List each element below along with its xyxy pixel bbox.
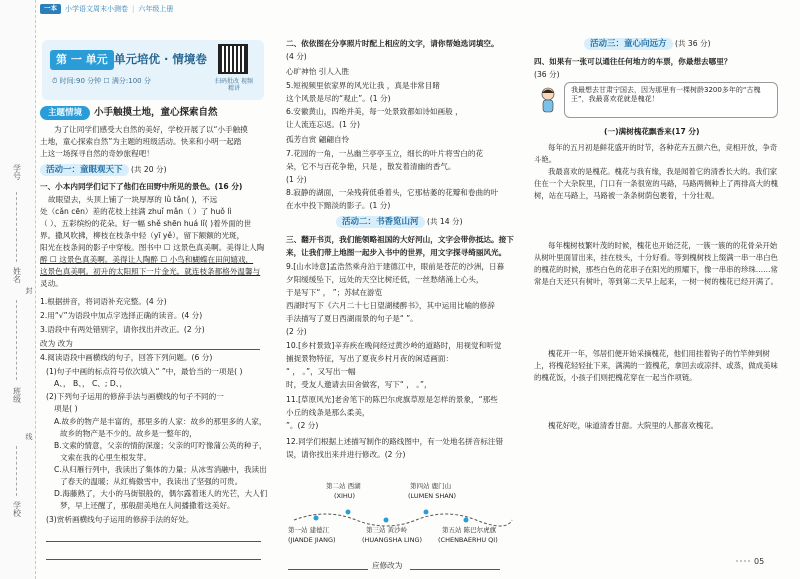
fill-item-cont: 这个风景是尽的“观止”。(1 分): [286, 94, 391, 103]
question-heading: 一、小本内同学们记下了他们在田野中所见的景色。(16 分): [40, 182, 243, 191]
girl-avatar-icon: [538, 86, 558, 114]
passage-line: 界。撒风吹拂，柳枝在枝条中轻（yī yě），留下额额的光斑，: [40, 231, 245, 240]
activity-three-score: (共 36 分): [674, 39, 711, 48]
column-right: [534, 0, 784, 579]
answer-line[interactable]: [288, 560, 368, 570]
binding-line-mark: 线: [25, 433, 33, 441]
route-stop-label: 第一站 建德江: [288, 526, 330, 534]
story-paragraph: 每年的五月初是鲜花盛开的时节，各种花卉五颜六色，竞相开放，争奇斗艳。: [534, 143, 778, 164]
passage-line: 阳光在枝条间的影子中穿梭。图书中 ☐ 这景色真美啊。美得让人陶: [40, 243, 265, 252]
activity-one: [40, 164, 167, 176]
question-heading-cont: 来，让我们带上地图一起步入书中的世界，用文字探寻绮丽风光。: [286, 248, 507, 257]
route-stop-pinyin: (CHENBAERHU QI): [438, 536, 498, 544]
binding-margin: [0, 0, 36, 579]
sub-question: (1)句子中画的标点符号依次填入“ ”中，最恰当的一项是( ): [46, 367, 243, 376]
choice-d-cont: 梦，早上还醒了，那般甜美地在人间播撒着这美好。: [60, 501, 235, 510]
choice-d[interactable]: D.海藤熟了，大小的马街银般的，偶尔露着迷人的光芒，大人们: [54, 489, 268, 498]
poem-question-cont: 夕阳缓缓坠下，远处的天空比树还低，一丝愁绪涌上心头，: [286, 275, 484, 284]
choice-a-cont: 故乡的物产是不少的。故乡是一整年的，: [60, 429, 197, 438]
fill-item[interactable]: 7.花园的一角，一丛幽兰亭亭玉立，细长的叶片将雪白的花: [286, 149, 484, 158]
binding-label-school: 学校: [13, 501, 21, 519]
column-middle: [286, 0, 518, 579]
activity-two-label: 活动二：书香览山河: [336, 216, 425, 228]
story-paragraph: 每年槐树枝繁叶茂的时候，槐花也开始泛花，一簇一簇的的花骨朵开始从树叶里面冒出来，挂在枝头，十分好看。等到槐树枝上缀满一串一串白色的槐花的时候，那些白色的花串子在阳光的照耀下，像一串串的珍珠……常常是白天还只有树叶，等到第二天早上起来，一树一树的槐花已经开满了。: [534, 241, 778, 286]
route-stop-label: 第二站 西湖: [326, 482, 361, 490]
poem-blank[interactable]: 小丘的线条是那么柔美，: [286, 408, 370, 417]
question-score: (36 分): [534, 70, 560, 79]
choice-c-cont: 了春天的温暖；从红梅傲雪中，我读出了坚强的可贵。: [60, 477, 243, 486]
map-question: 12.同学们根据上述描写制作的路线图中，有一处地名拼音标注错: [286, 437, 504, 446]
word-bank: 心旷神怡 引人入胜: [286, 67, 350, 76]
fill-item[interactable]: 8.寂静的湖面，一朵残荷低垂着头，它那枯萎的花瓣和卷曲的叶: [286, 188, 499, 197]
series-badge: 一本: [40, 4, 61, 13]
question-heading: 二、依依图在分享照片时配上相应的文字，请你帮她选词填空。: [286, 39, 499, 48]
poem-question-cont: 捕捉景物特征，写出了夏夜乡村月夜的闲适画面：: [286, 354, 454, 363]
grade-label: 六年级上册: [138, 4, 174, 13]
binding-label-class: 班级: [13, 387, 21, 405]
question-item: 1.根据拼音，将词语补充完整。(4 分): [40, 297, 167, 306]
poem-blank[interactable]: ”。(2 分): [286, 421, 319, 430]
route-stop-pinyin: (JIANDE JIANG): [288, 536, 336, 544]
sub-question: (3)赏析画横线句子运用的修辞手法的好处。: [46, 515, 194, 524]
sub-question: (2)下列句子运用的修辞手法与画横线的句子不同的一: [46, 392, 224, 401]
route-stop-marker: [424, 510, 429, 515]
binding-cut-mark: 封: [25, 287, 33, 295]
route-path: [294, 514, 512, 526]
column-left: [40, 0, 270, 579]
choice-b[interactable]: B.文索的情意，父亲的情韵深邃；父亲的叮咛像蒲公英的种子，: [54, 441, 267, 450]
unit-title: 单元培优 · 情境卷: [114, 52, 207, 66]
question-score: (2 分): [286, 327, 307, 336]
story-paragraph: 我最喜欢的是槐花。槐花与我有缘，我是闻着它的清香长大的。我们家住在一个大杂院里，门口有一条很宽的马路，马路两侧种上了两排高大的槐树，站在马路上，马路被一条条树荫包裹着，十分壮观。: [534, 167, 778, 200]
passage-line: 醉 ☐ 这景色真美啊。美得让人陶醉 ☐ 小鸟和蝴蝶在田间嬉戏，: [40, 255, 254, 264]
page-number: 05: [754, 557, 765, 566]
fix-label: 应修改为: [372, 561, 403, 570]
question-item: 4.阅读语段中画横线的句子，回答下列问题。(6 分): [40, 353, 213, 362]
fill-item[interactable]: 5.短视频里依家界的风光让我 ，真是非常目睹: [286, 81, 440, 90]
question-item: 2.用“√”为语段中加点字选择正确的读音。(4 分): [40, 311, 203, 320]
fill-item-cont: 让人流连忘返。(1 分): [286, 120, 360, 129]
theme-title: 小手触摸土地，童心探索自然: [94, 107, 218, 119]
fill-item-cont: 朵，它不与百花争艳，只是 ，散发着清幽的香气。: [286, 162, 456, 171]
question-score: (4 分): [286, 52, 307, 61]
unit-number: 第 一 单元: [50, 50, 114, 70]
activity-three: [584, 38, 711, 50]
series-bar: 一本 小学语文周末小测卷 | 六年级上册: [40, 3, 173, 15]
series-name: 小学语文周末小测卷: [65, 4, 128, 13]
answer-line[interactable]: [410, 560, 500, 570]
poem-question: 9.[山水诗意]孟浩然乘舟泊于建德江中，眼前是苍茫的沙洲，日暮: [286, 262, 505, 271]
answer-line[interactable]: [46, 550, 261, 560]
map-question-cont: 误，请你找出来并进行修改。(2 分): [286, 450, 406, 459]
speech-illustration: [534, 82, 782, 120]
poem-blank[interactable]: “ ， 。”，又写出一幅: [286, 367, 356, 376]
poem-blank[interactable]: 于是写下“ ， ”；苏轼在游览: [286, 288, 383, 297]
fill-item-cont: 在水中投下黯淡的影子。(1 分): [286, 201, 391, 210]
route-stop-label: 第五站 陈巴尔虎旗: [442, 526, 497, 534]
activity-two-score: (共 14 分): [426, 217, 463, 226]
activity-three-label: 活动三：童心向远方: [584, 38, 673, 50]
fill-item-cont: (1 分): [286, 175, 307, 184]
fill-item[interactable]: 6.安徽黄山，四绝并美，每一处景致都如诗如画般 ，: [286, 107, 463, 116]
passage-line: （ ）、五彩缤纷的花朵。好一幅 shě shēn huá lǐ( )着外面的世: [40, 219, 252, 228]
route-stop-pinyin: (HUANGSHA LING): [362, 536, 423, 544]
route-stop-marker: [314, 516, 319, 521]
theme-pill: 主题情境: [40, 106, 90, 120]
word-bank: 孤芳自赏 翩翩自怜: [286, 135, 350, 144]
route-stop-marker: [464, 518, 469, 523]
answer-line[interactable]: [46, 532, 261, 542]
passage-line: 这景色真美啊。初升的太阳照下一片金光。就连枝条都格外温馨与: [40, 267, 261, 276]
choice-row[interactable]: A、， B、， C、; D、，: [54, 379, 128, 388]
intro-line: 土地，童心探索自然”为主题的班级活动。快来和小明一起踏: [40, 137, 242, 146]
route-stop-marker: [346, 510, 351, 515]
question-heading: 三、翻开书页，我们能领略祖国的大好河山，文字会带你抵达。接下: [286, 235, 514, 244]
activity-one-score: (共 20 分): [130, 165, 167, 174]
exam-meta: ⏱ 时间:90 分钟 ☐ 满分:100 分: [52, 77, 151, 85]
poem-question-cont: 西湖时写下《六月二十七日望湖楼醉书》，其中运用比喻的修辞: [286, 301, 495, 310]
section-title: (一)满树槐花飘香来(17 分): [604, 127, 700, 136]
passage-line: 灵动。: [40, 279, 63, 288]
route-stop-label: 第四站 鹿门山: [410, 482, 452, 490]
route-stop-pinyin: (XIHU): [334, 492, 356, 500]
poem-question: 11.[草原风光]老舍笔下的陈巴尔虎旗草原是怎样的景象，“那些: [286, 395, 498, 404]
route-stop-pinyin: (LUMEN SHAN): [408, 492, 457, 500]
choice-a[interactable]: A.故乡的物产是丰富的，那里多的人家：故乡的那里多的人家，: [54, 417, 267, 426]
intro-line: 上这一场探寻自然的奇妙旅程吧！: [40, 149, 154, 158]
question-item: 3.语段中有两处错别字，请你找出并改正。(2 分): [40, 325, 205, 334]
route-stop-marker: [384, 518, 389, 523]
sub-question: 项是( ): [54, 404, 78, 413]
story-paragraph: 槐花好吃，味道清香甘甜。大院里的人都喜欢槐花。: [548, 421, 718, 430]
intro-line: 为了让同学们感受大自然的美好，学校开展了以“小手触摸: [54, 125, 248, 134]
choice-b-cont: 文索在我的心里生根发芽。: [60, 453, 152, 462]
route-map: [286, 480, 518, 555]
binding-label-name: 姓名: [13, 267, 21, 285]
activity-two: [336, 216, 463, 228]
passage-line: 处（cǎn cēn）差的花枝上挂满 zhuǐ mǎn（ ）了 huǒ lì: [40, 207, 232, 216]
route-stop-label: 第三站 黄沙岭: [366, 526, 408, 534]
qr-label: 扫码批改 视频精讲: [215, 78, 253, 93]
poem-blank[interactable]: 手法描写了夏日西湖雨景的句子是“ ”。: [286, 314, 418, 323]
binding-label-student-no: 学号: [13, 164, 21, 182]
poem-question: 10.[乡村景致]辛弃疾在晚间经过黄沙岭的道路时，用视觉和听觉: [286, 341, 502, 350]
choice-c[interactable]: C.从归雁行列中，我读出了集体的力量；从冰雪消融中，我读出: [54, 465, 267, 474]
passage-line: 故眼望去，头顶上铺了一块厚厚的 lǜ tǎn( )，不远: [48, 195, 218, 204]
speech-bubble: 我最想去甘肃宁国去，因为那里有一棵树龄3200多年的“古槐王”，我最喜欢花就是槐花！: [564, 82, 778, 118]
activity-one-label: 活动一：童眼观天下: [40, 164, 129, 176]
answer-line[interactable]: 改为 改为: [40, 338, 260, 350]
question-heading: 四、如果有一张可以通往任何地方的车票，你最想去哪里？: [534, 57, 732, 66]
story-paragraph: 槐花开一年，邻居们便开始采摘槐花，他们用挂着钩子的竹竿伸到树上，将槐花轻轻扯下来，满满的一篮槐花，拿回去或凉拌、或蒸，做成美味的槐花饭，小孩子们则把槐花穿在一起当作项链。: [534, 349, 778, 382]
poem-blank[interactable]: 时，受友人邀请去田舍做客，写下“ ， 。”，: [286, 380, 432, 389]
